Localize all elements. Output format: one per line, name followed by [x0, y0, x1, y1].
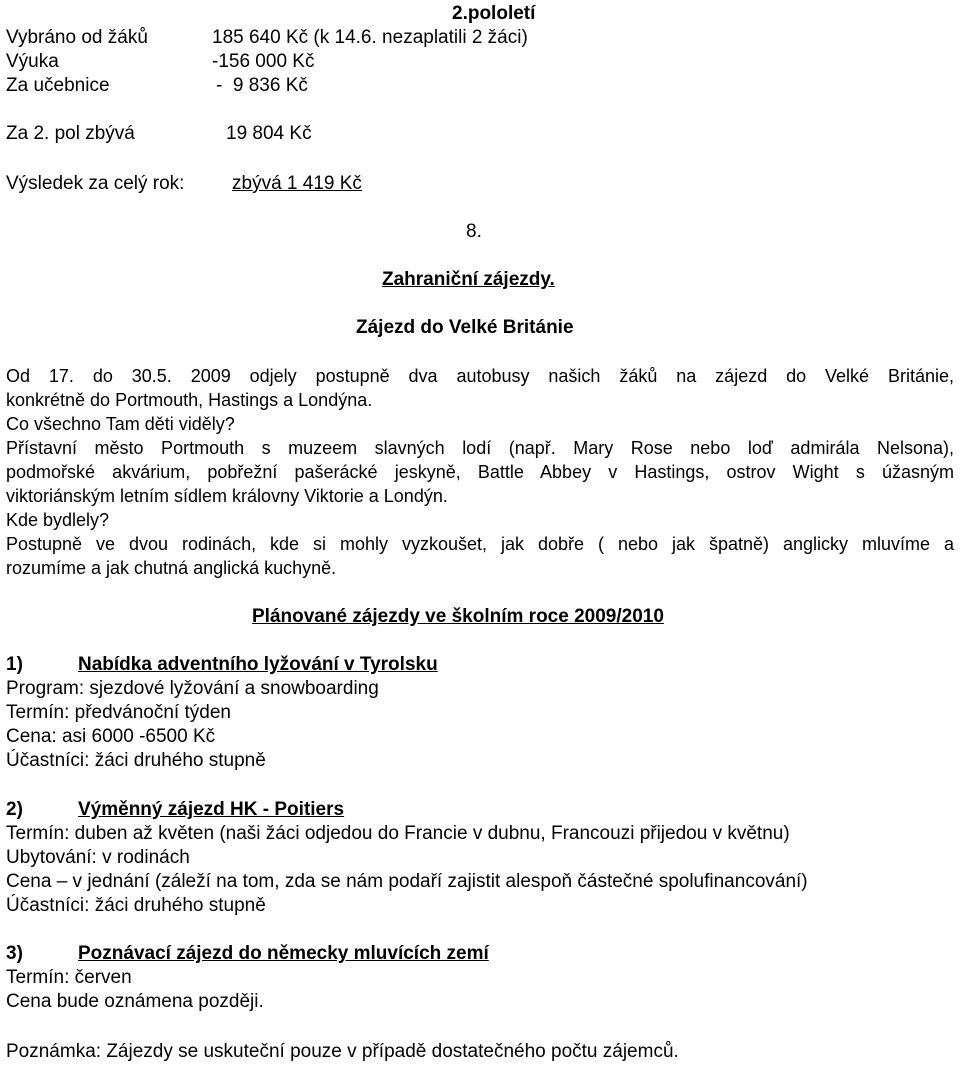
trip-1-price: Cena: asi 6000 -6500 Kč [6, 726, 216, 747]
tuition-value: -156 000 Kč [212, 51, 315, 72]
planned-note: Poznámka: Zájezdy se uskuteční pouze v případě dostatečného počtu zájemců. [6, 1041, 679, 1062]
planned-heading: Plánované zájezdy ve školním roce 2009/2010 [252, 606, 664, 627]
remaining-value: 19 804 Kč [226, 123, 312, 144]
trip-1-title: Nabídka adventního lyžování v Tyrolsku [78, 654, 438, 675]
section-number: 8. [466, 221, 482, 242]
report-line: konkrétně do Portmouth, Hastings a Londýna. [6, 390, 373, 410]
report-line: rozumíme a jak chutná anglická kuchyně. [6, 558, 337, 578]
report-question: Co všechno Tam děti viděly? [6, 414, 235, 434]
collected-label: Vybráno od žáků [6, 27, 148, 48]
report-line: Od 17. do 30.5. 2009 odjely postupně dva autobusy našich žáků na zájezd do Velké Británie, [6, 366, 954, 386]
trip-1-date: Termín: předvánoční týden [6, 702, 231, 723]
year-result-value: zbývá 1 419 Kč [232, 173, 362, 194]
remaining-label: Za 2. pol zbývá [6, 123, 135, 144]
trip-3-date: Termín: červen [6, 967, 132, 988]
trip-3-title: Poznávací zájezd do německy mluvících zemí [78, 943, 489, 964]
year-result-label: Výsledek za celý rok: [6, 173, 185, 194]
tuition-label: Výuka [6, 51, 59, 72]
report-question: Kde bydlely? [6, 510, 110, 530]
section-subtitle: Zájezd do Velké Británie [356, 317, 574, 338]
trip-1-participants: Účastníci: žáci druhého stupně [6, 750, 266, 771]
trip-1-program: Program: sjezdové lyžování a snowboarding [6, 678, 379, 699]
section-title: Zahraniční zájezdy. [382, 269, 555, 290]
trip-2-price: Cena – v jednání (záleží na tom, zda se nám podaří zajistit alespoň částečné spolufinancování) [6, 871, 808, 892]
trip-3-number: 3) [6, 943, 23, 964]
trip-2-title: Výměnný zájezd HK - Poitiers [78, 799, 345, 820]
collected-value: 185 640 Kč (k 14.6. nezaplatili 2 žáci) [212, 27, 528, 48]
trip-2-number: 2) [6, 799, 23, 820]
semester-heading: 2.pololetí [452, 3, 536, 24]
report-line: Postupně ve dvou rodinách, kde si mohly vyzkoušet, jak dobře ( nebo jak špatně) anglicky mluvíme a [6, 534, 954, 554]
textbooks-value: - 9 836 Kč [216, 75, 308, 96]
trip-2-date: Termín: duben až květen (naši žáci odjedou do Francie v dubnu, Francouzi přijedou v květnu) [6, 823, 790, 844]
trip-2-accommodation: Ubytování: v rodinách [6, 847, 190, 868]
report-line: podmořské akvárium, pobřežní pašerácké jeskyně, Battle Abbey v Hastings, ostrov Wight s úžasným [6, 462, 954, 482]
trip-2-participants: Účastníci: žáci druhého stupně [6, 895, 266, 916]
report-line: viktoriánským letním sídlem královny Viktorie a Londýn. [6, 486, 448, 506]
trip-3-price: Cena bude oznámena později. [6, 991, 264, 1012]
report-line: Přístavní město Portmouth s muzeem slavných lodí (např. Mary Rose nebo loď admirála Nelsona), [6, 438, 954, 458]
textbooks-label: Za učebnice [6, 75, 110, 96]
trip-1-number: 1) [6, 654, 23, 675]
